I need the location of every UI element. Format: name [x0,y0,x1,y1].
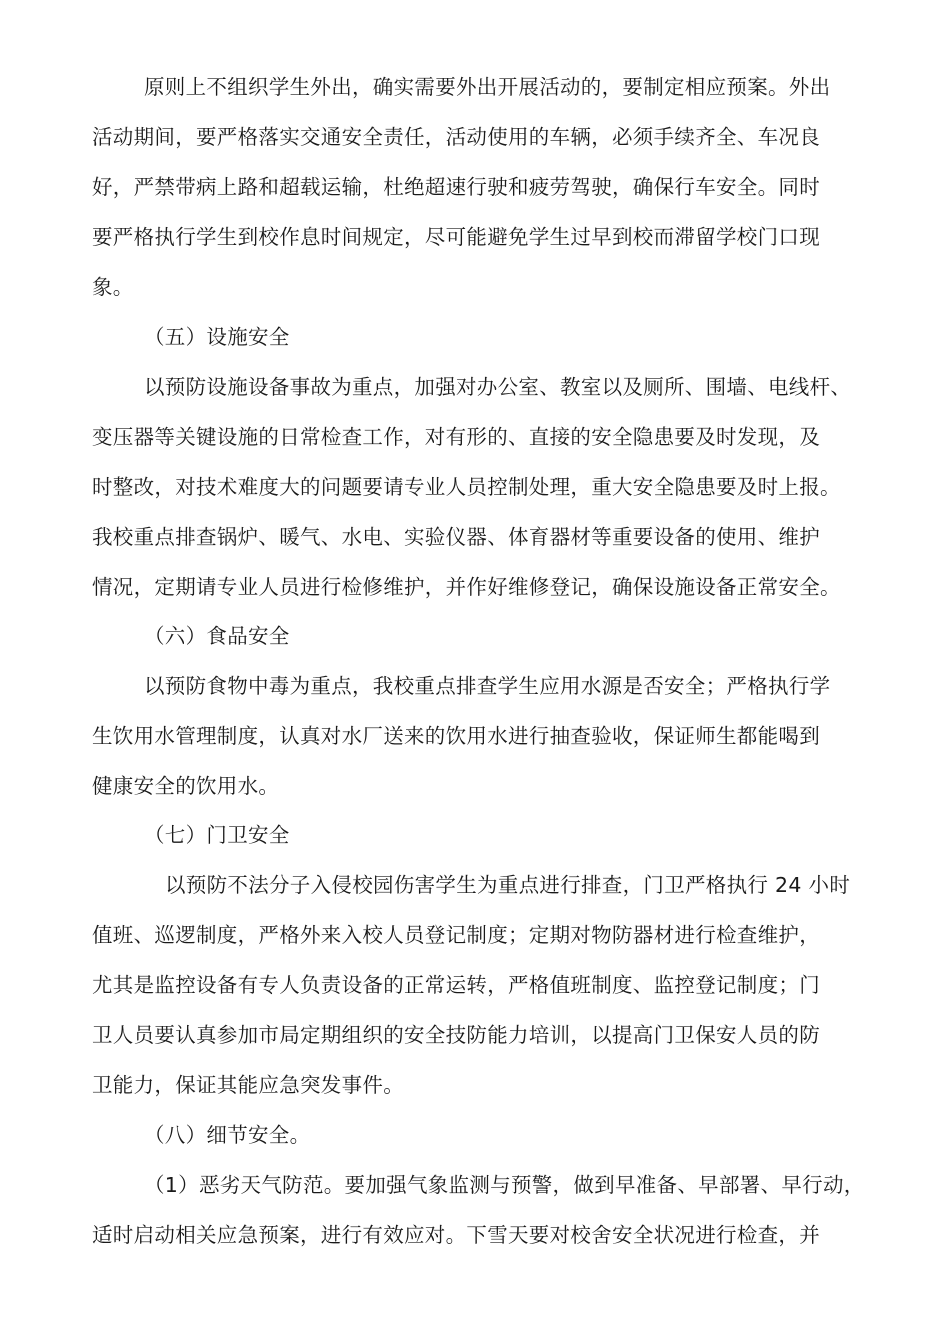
body-text-line: 卫能力，保证其能应急突发事件。 [92,1073,404,1097]
body-text-line: 活动期间，要严格落实交通安全责任，活动使用的车辆，必须手续齐全、车况良 [92,125,820,149]
body-text-line: 要严格执行学生到校作息时间规定，尽可能避免学生过早到校而滞留学校门口现 [92,225,820,249]
body-text-line: 值班、巡逻制度，严格外来入校人员登记制度；定期对物防器材进行检查维护， [92,923,820,947]
body-text-line: 以预防食物中毒为重点，我校重点排查学生应用水源是否安全；严格执行学 [144,674,831,698]
body-text-line: 尤其是监控设备有专人负责设备的正常运转，严格值班制度、监控登记制度；门 [92,973,820,997]
section-heading: （五）设施安全 [144,325,290,349]
section-heading: （六）食品安全 [144,624,290,648]
section-heading: （八）细节安全。 [144,1123,311,1147]
body-text-line: 好，严禁带病上路和超载运输，杜绝超速行驶和疲劳驾驶，确保行车安全。同时 [92,175,820,199]
body-text-line: （1）恶劣天气防范。要加强气象监测与预警，做到早准备、早部署、早行动， [144,1173,865,1197]
body-text-line: 时整改，对技术难度大的问题要请专业人员控制处理，重大安全隐患要及时上报。 [92,475,841,499]
body-text-line: 适时启动相关应急预案，进行有效应对。下雪天要对校舍安全状况进行检查，并 [92,1223,820,1247]
body-text-line: 以预防不法分子入侵校园伤害学生为重点进行排查，门卫严格执行 24 小时 [165,873,851,897]
body-text-line: 情况，定期请专业人员进行检修维护，并作好维修登记，确保设施设备正常安全。 [92,575,841,599]
body-text-line: 生饮用水管理制度，认真对水厂送来的饮用水进行抽查验收，保证师生都能喝到 [92,724,820,748]
body-text-line: 变压器等关键设施的日常检查工作，对有形的、直接的安全隐患要及时发现，及 [92,425,820,449]
body-text-line: 以预防设施设备事故为重点，加强对办公室、教室以及厕所、围墙、电线杆、 [144,375,852,399]
body-text-line: 原则上不组织学生外出，确实需要外出开展活动的，要制定相应预案。外出 [144,75,831,99]
body-text-line: 我校重点排查锅炉、暖气、水电、实验仪器、体育器材等重要设备的使用、维护 [92,525,820,549]
body-text-line: 健康安全的饮用水。 [92,774,280,798]
body-text-line: 卫人员要认真参加市局定期组织的安全技防能力培训，以提高门卫保安人员的防 [92,1023,820,1047]
section-heading: （七）门卫安全 [144,823,290,847]
body-text-line: 象。 [92,275,134,299]
